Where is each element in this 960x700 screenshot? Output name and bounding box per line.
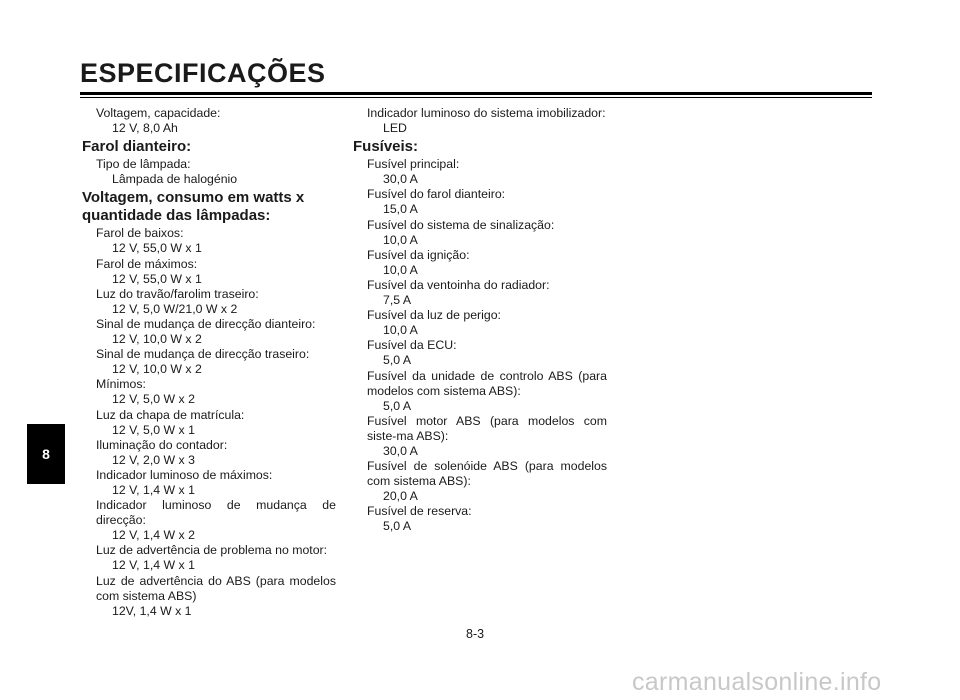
- chapter-tab: 8: [27, 424, 65, 484]
- bulb-label: Luz do travão/farolim traseiro:: [96, 286, 259, 301]
- fuse-label: Fusível da ECU:: [367, 338, 457, 353]
- fuses-heading: Fusíveis:: [353, 138, 419, 156]
- title-rule-thick: [80, 92, 872, 95]
- bulb-label: Indicador luminoso de mudança de direcção:: [96, 498, 336, 528]
- fuse-label: Fusível de solenóide ABS (para modelos com sistema ABS):: [367, 459, 607, 489]
- bulbs-heading-line1: Voltagem, consumo em watts x: [82, 189, 305, 207]
- bulb-value: 12 V, 5,0 W x 1: [112, 422, 195, 437]
- title-rule-thin: [80, 97, 872, 98]
- fuse-label: Fusível da ignição:: [367, 247, 470, 262]
- fuse-label: Fusível da unidade de controlo ABS (para modelos com sistema ABS):: [367, 368, 607, 398]
- bulb-value: 12 V, 1,4 W x 1: [112, 482, 195, 497]
- battery-value: 12 V, 8,0 Ah: [112, 121, 178, 136]
- fuse-label: Fusível principal:: [367, 157, 460, 172]
- bulb-value: 12 V, 10,0 W x 2: [112, 332, 202, 347]
- fuse-label: Fusível motor ABS (para modelos com siste-ma ABS):: [367, 413, 607, 443]
- bulb-label: Farol de máximos:: [96, 256, 198, 271]
- fuse-label: Fusível do sistema de sinalização:: [367, 217, 555, 232]
- immobilizer-label: Indicador luminoso do sistema imobilizador:: [367, 106, 606, 120]
- bulb-label: Luz da chapa de matrícula:: [96, 407, 245, 422]
- bulb-value: 12 V, 1,4 W x 2: [112, 528, 195, 543]
- headlight-type-label: Tipo de lâmpada:: [96, 157, 191, 172]
- watermark: carmanualsonline.info: [632, 668, 882, 696]
- fuse-value: 20,0 A: [383, 489, 418, 504]
- bulb-value: 12 V, 1,4 W x 1: [112, 558, 195, 573]
- fuse-label: Fusível da luz de perigo:: [367, 308, 501, 323]
- fuse-value: 15,0 A: [383, 202, 418, 217]
- bulbs-heading-line2: quantidade das lâmpadas:: [82, 207, 271, 225]
- fuse-value: 30,0 A: [383, 443, 418, 458]
- bulb-label: Mínimos:: [96, 377, 146, 392]
- bulb-label: Sinal de mudança de direcção traseiro:: [96, 347, 310, 362]
- bulbs-heading: [82, 189, 336, 225]
- bulb-value: 12 V, 2,0 W x 3: [112, 452, 195, 467]
- bulb-value: 12V, 1,4 W x 1: [112, 603, 192, 618]
- fuse-label: Fusível da ventoinha do radiador:: [367, 277, 550, 292]
- page-number: 8-3: [466, 627, 485, 641]
- fuse-value: 30,0 A: [383, 172, 418, 187]
- right-column: [353, 106, 607, 535]
- headlight-type-value: Lâmpada de halogénio: [112, 172, 238, 187]
- bulb-label: Luz de advertência do ABS (para modelos com sistema ABS): [96, 573, 336, 603]
- fuse-value: 7,5 A: [383, 293, 412, 308]
- bulb-label: Farol de baixos:: [96, 226, 184, 241]
- fuse-value: 10,0 A: [383, 232, 418, 247]
- fuse-value: 5,0 A: [383, 353, 412, 368]
- bulb-value: 12 V, 10,0 W x 2: [112, 362, 202, 377]
- fuse-label: Fusível de reserva:: [367, 504, 472, 519]
- immobilizer-value: LED: [383, 121, 407, 136]
- battery-label: Voltagem, capacidade:: [96, 106, 221, 120]
- page-title: ESPECIFICAÇÕES: [80, 58, 326, 88]
- fuse-value: 5,0 A: [383, 519, 412, 534]
- fuse-value: 10,0 A: [383, 262, 418, 277]
- bulb-value: 12 V, 5,0 W/21,0 W x 2: [112, 301, 238, 316]
- fuse-value: 5,0 A: [383, 398, 412, 413]
- bulb-label: Luz de advertência de problema no motor:: [96, 543, 328, 558]
- bulb-label: Sinal de mudança de direcção dianteiro:: [96, 316, 316, 331]
- bulb-value: 12 V, 5,0 W x 2: [112, 392, 195, 407]
- bulb-value: 12 V, 55,0 W x 1: [112, 241, 202, 256]
- fuse-label: Fusível do farol dianteiro:: [367, 187, 506, 202]
- left-column: [82, 106, 336, 619]
- bulb-label: Indicador luminoso de máximos:: [96, 467, 273, 482]
- bulb-label: Iluminação do contador:: [96, 437, 228, 452]
- bulb-value: 12 V, 55,0 W x 1: [112, 271, 202, 286]
- headlight-heading: Farol dianteiro:: [82, 138, 192, 156]
- fuse-value: 10,0 A: [383, 323, 418, 338]
